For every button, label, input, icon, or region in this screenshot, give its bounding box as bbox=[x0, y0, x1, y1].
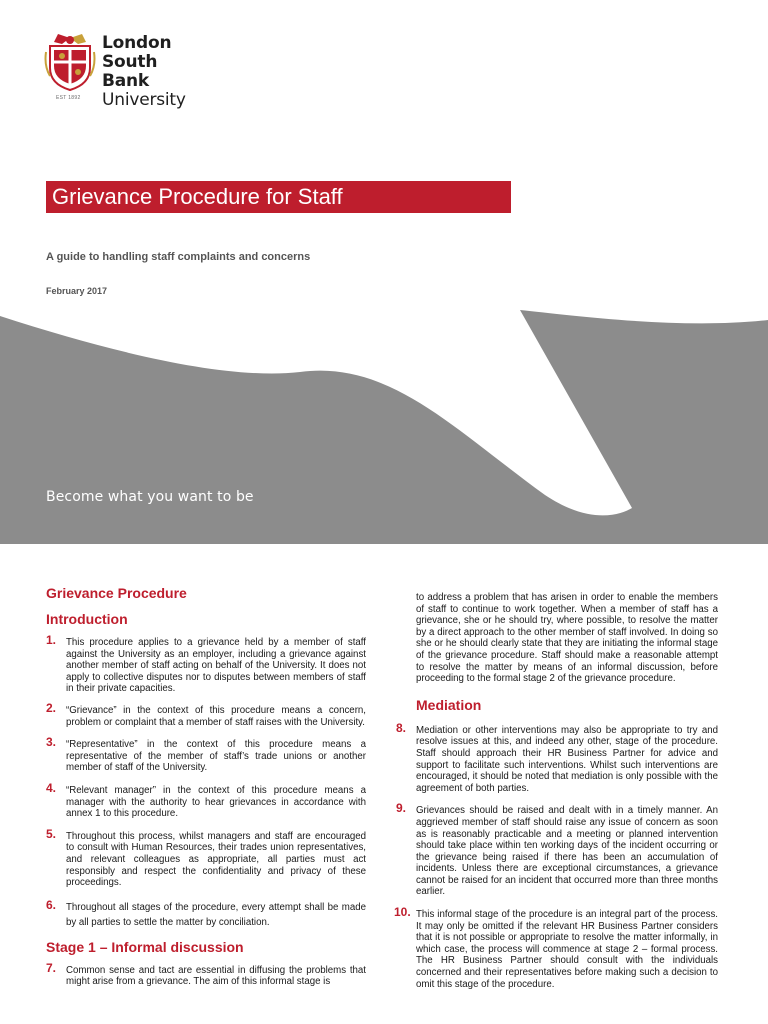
document-title: Grievance Procedure for Staff bbox=[46, 181, 511, 213]
item-text: Throughout this process, whilst managers and staff are encouraged to consult with Human Resources, their trades union representatives, and relevant colleagues as appropriate, all parties must act responsibly and respect the confidentiality and privacy of these proceedings. bbox=[66, 830, 366, 889]
item-text: Grievances should be raised and dealt with in a timely manner. An aggrieved member of staff should raise any issue of concern as soon as is reasonably practicable and a meeting or planned intervention should take place within ten working days of the incident occurring or the grievance being raised if there has been an accumulation of incidents. Unless there are exceptional circumstances, a grievance cannot be raised for an incident that occurred more than three months earlier. bbox=[416, 805, 718, 898]
item-number: 3. bbox=[46, 735, 57, 750]
item-number: 10. bbox=[394, 905, 411, 920]
continued-paragraph: to address a problem that has arisen in order to enable the members of staff to continue to work together. When a member of staff has a grievance, she or he should try, where possible, to resolve the matter by a direct approach to the other member of staff involved. In doing so she or he should clearly state that they are initiating the informal stage of the grievance procedure. Staff should make a reasonable attempt to resolve the matter by means of an informal discussion, before proceeding to the formal stage 2 of the grievance procedure. bbox=[416, 592, 718, 685]
list-item bbox=[46, 897, 366, 930]
document-date: February 2017 bbox=[46, 286, 108, 296]
item-number: 1. bbox=[46, 633, 57, 647]
list-item bbox=[46, 735, 366, 774]
item-number: 8. bbox=[396, 720, 407, 735]
item-number: 2. bbox=[46, 700, 57, 715]
left-column bbox=[46, 585, 366, 988]
item-number: 4. bbox=[46, 780, 57, 795]
logo-line-3: University bbox=[102, 90, 186, 110]
list-item bbox=[46, 700, 366, 728]
item-text: Throughout all stages of the procedure, every attempt shall be made by all parties to settle the matter by conciliation. bbox=[66, 901, 366, 928]
document-subtitle: A guide to handling staff complaints and concerns bbox=[46, 251, 311, 263]
list-item bbox=[46, 960, 366, 988]
item-text: “Relevant manager” in the context of this procedure means a manager with the authority to hear grievances in accordance with annex 1 to this procedure. bbox=[66, 784, 366, 820]
list-item bbox=[396, 720, 718, 795]
heading-mediation: Mediation bbox=[416, 696, 482, 713]
crest-icon bbox=[44, 32, 96, 92]
wave-banner bbox=[0, 300, 768, 544]
heading-grievance-procedure: Grievance Procedure bbox=[46, 585, 187, 601]
list-item bbox=[46, 633, 366, 695]
list-item bbox=[46, 826, 366, 889]
item-text: Common sense and tact are essential in diffusing the problems that might arise from a grievance. The aim of this informal stage is bbox=[66, 964, 366, 988]
item-number: 6. bbox=[46, 897, 57, 912]
item-text: “Representative” in the context of this procedure means a representative of the member of staff’s trade unions or another member of staff of the University. bbox=[66, 739, 366, 774]
item-number: 7. bbox=[46, 960, 57, 975]
university-logo bbox=[44, 30, 204, 110]
heading-stage-1: Stage 1 – Informal discussion bbox=[46, 938, 244, 955]
list-item bbox=[396, 801, 718, 898]
item-text: “Grievance” in the context of this procedure means a concern, problem or complaint that a member of staff raises with the University. bbox=[66, 704, 366, 728]
item-text: Mediation or other interventions may also be appropriate to try and resolve issues at this, and indeed any other, stage of the procedure. Staff should approach their HR Business Partner for advice and support to facilitate such interventions. Whilst such interventions are encouraged, it should be noted that mediation is only possible with the agreement of both parties. bbox=[416, 724, 718, 794]
heading-introduction: Introduction bbox=[46, 611, 128, 627]
tagline: Become what you want to be bbox=[46, 489, 254, 505]
logo-line-2: South Bank bbox=[102, 52, 158, 91]
logo-line-1: London bbox=[102, 33, 172, 53]
item-text: This informal stage of the procedure is an integral part of the process. It may only be omitted if the relevant HR Business Partner considers that it is not possible or appropriate to resolve the matter informally, in which case, the process will commence at stage 2 – formal process. The HR Business Partner should consult with the individuals concerned and their representatives before making such a decision to omit this stage of the procedure. bbox=[416, 909, 718, 990]
list-item bbox=[46, 780, 366, 820]
item-number: 5. bbox=[46, 826, 57, 841]
logo-est: EST 1892 bbox=[56, 95, 81, 101]
right-column bbox=[396, 592, 718, 990]
list-item bbox=[394, 905, 718, 990]
item-number: 9. bbox=[396, 801, 407, 816]
logo-wordmark bbox=[102, 34, 204, 110]
item-text: This procedure applies to a grievance held by a member of staff against the University as an employer, including a grievance against another member of staff acting on behalf of the University. It does not apply to collective disputes nor to disputes between members of staff in their private capacities. bbox=[66, 637, 366, 695]
